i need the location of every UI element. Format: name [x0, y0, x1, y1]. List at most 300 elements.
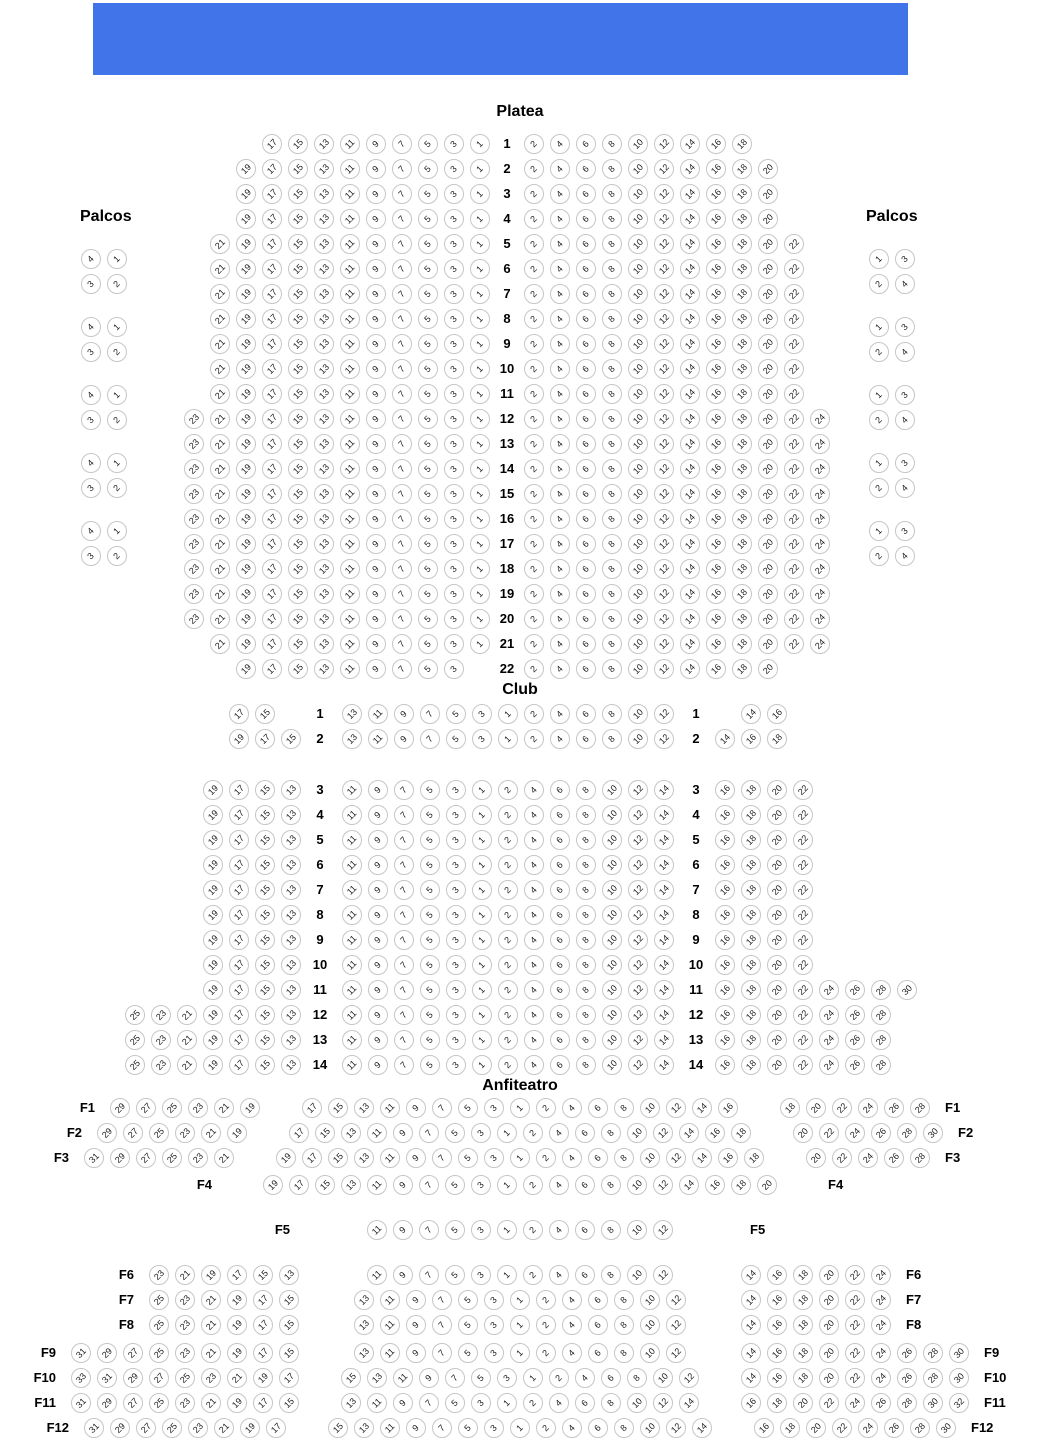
seat[interactable]	[392, 534, 412, 554]
seat[interactable]	[151, 1030, 171, 1050]
seat[interactable]	[923, 1393, 943, 1413]
seat[interactable]	[444, 459, 464, 479]
seat[interactable]	[392, 234, 412, 254]
seat[interactable]	[715, 1055, 735, 1075]
seat[interactable]	[767, 1290, 787, 1310]
seat[interactable]	[602, 334, 622, 354]
seat[interactable]	[524, 729, 544, 749]
seat[interactable]	[732, 459, 752, 479]
seat[interactable]	[229, 855, 249, 875]
seat[interactable]	[123, 1393, 143, 1413]
seat[interactable]	[227, 1343, 247, 1363]
seat[interactable]	[614, 1315, 634, 1335]
seat[interactable]	[110, 1418, 130, 1438]
seat[interactable]	[340, 284, 360, 304]
seat[interactable]	[758, 359, 778, 379]
seat[interactable]	[368, 980, 388, 1000]
seat[interactable]	[576, 930, 596, 950]
seat[interactable]	[869, 342, 889, 362]
seat[interactable]	[602, 384, 622, 404]
seat[interactable]	[706, 234, 726, 254]
seat[interactable]	[784, 559, 804, 579]
seat[interactable]	[601, 1368, 621, 1388]
seat[interactable]	[328, 1418, 348, 1438]
seat[interactable]	[741, 905, 761, 925]
seat[interactable]	[653, 1220, 673, 1240]
seat[interactable]	[718, 1148, 738, 1168]
seat[interactable]	[793, 1393, 813, 1413]
seat[interactable]	[444, 409, 464, 429]
seat[interactable]	[654, 434, 674, 454]
seat[interactable]	[680, 609, 700, 629]
seat[interactable]	[550, 309, 570, 329]
seat[interactable]	[706, 509, 726, 529]
seat[interactable]	[432, 1418, 452, 1438]
seat[interactable]	[810, 509, 830, 529]
seat[interactable]	[446, 880, 466, 900]
seat[interactable]	[342, 855, 362, 875]
seat[interactable]	[524, 134, 544, 154]
seat[interactable]	[151, 1005, 171, 1025]
seat[interactable]	[576, 729, 596, 749]
seat[interactable]	[731, 1175, 751, 1195]
seat[interactable]	[576, 955, 596, 975]
seat[interactable]	[444, 209, 464, 229]
seat[interactable]	[524, 359, 544, 379]
seat[interactable]	[229, 905, 249, 925]
seat[interactable]	[314, 459, 334, 479]
seat[interactable]	[366, 584, 386, 604]
seat[interactable]	[255, 930, 275, 950]
seat[interactable]	[393, 1368, 413, 1388]
seat[interactable]	[340, 259, 360, 279]
seat[interactable]	[368, 880, 388, 900]
seat[interactable]	[342, 729, 362, 749]
seat[interactable]	[602, 609, 622, 629]
seat[interactable]	[498, 930, 518, 950]
seat[interactable]	[793, 955, 813, 975]
seat[interactable]	[871, 1343, 891, 1363]
seat[interactable]	[484, 1343, 504, 1363]
seat[interactable]	[432, 1290, 452, 1310]
seat[interactable]	[588, 1343, 608, 1363]
seat[interactable]	[81, 342, 101, 362]
seat[interactable]	[680, 384, 700, 404]
seat[interactable]	[418, 659, 438, 679]
seat[interactable]	[895, 249, 915, 269]
seat[interactable]	[288, 334, 308, 354]
seat[interactable]	[253, 1393, 273, 1413]
seat[interactable]	[680, 584, 700, 604]
seat[interactable]	[628, 384, 648, 404]
seat[interactable]	[236, 309, 256, 329]
seat[interactable]	[392, 409, 412, 429]
seat[interactable]	[255, 1005, 275, 1025]
seat[interactable]	[229, 704, 249, 724]
seat[interactable]	[732, 559, 752, 579]
seat[interactable]	[288, 534, 308, 554]
seat[interactable]	[758, 159, 778, 179]
seat[interactable]	[576, 384, 596, 404]
seat[interactable]	[784, 459, 804, 479]
seat[interactable]	[536, 1315, 556, 1335]
seat[interactable]	[576, 1030, 596, 1050]
seat[interactable]	[288, 434, 308, 454]
seat[interactable]	[549, 1175, 569, 1195]
seat[interactable]	[458, 1418, 478, 1438]
seat[interactable]	[640, 1290, 660, 1310]
seat[interactable]	[680, 634, 700, 654]
seat[interactable]	[767, 1315, 787, 1335]
seat[interactable]	[227, 1123, 247, 1143]
seat[interactable]	[793, 830, 813, 850]
seat[interactable]	[314, 509, 334, 529]
seat[interactable]	[524, 905, 544, 925]
seat[interactable]	[602, 309, 622, 329]
seat[interactable]	[314, 134, 334, 154]
seat[interactable]	[810, 559, 830, 579]
seat[interactable]	[367, 1393, 387, 1413]
seat[interactable]	[819, 1343, 839, 1363]
seat[interactable]	[895, 453, 915, 473]
seat[interactable]	[393, 1123, 413, 1143]
seat[interactable]	[210, 234, 230, 254]
seat[interactable]	[366, 559, 386, 579]
seat[interactable]	[654, 880, 674, 900]
seat[interactable]	[418, 534, 438, 554]
seat[interactable]	[498, 980, 518, 1000]
seat[interactable]	[288, 184, 308, 204]
seat[interactable]	[366, 384, 386, 404]
seat[interactable]	[640, 1148, 660, 1168]
seat[interactable]	[340, 134, 360, 154]
seat[interactable]	[288, 409, 308, 429]
seat[interactable]	[510, 1315, 530, 1335]
seat[interactable]	[654, 780, 674, 800]
seat[interactable]	[432, 1098, 452, 1118]
seat[interactable]	[780, 1418, 800, 1438]
seat[interactable]	[394, 880, 414, 900]
seat[interactable]	[819, 1123, 839, 1143]
seat[interactable]	[784, 359, 804, 379]
seat[interactable]	[394, 805, 414, 825]
seat[interactable]	[81, 453, 101, 473]
seat[interactable]	[550, 830, 570, 850]
seat[interactable]	[201, 1315, 221, 1335]
seat[interactable]	[680, 659, 700, 679]
seat[interactable]	[162, 1418, 182, 1438]
seat[interactable]	[602, 1030, 622, 1050]
seat[interactable]	[81, 274, 101, 294]
seat[interactable]	[262, 509, 282, 529]
seat[interactable]	[550, 259, 570, 279]
seat[interactable]	[289, 1175, 309, 1195]
seat[interactable]	[418, 584, 438, 604]
seat[interactable]	[666, 1418, 686, 1438]
seat[interactable]	[576, 484, 596, 504]
seat[interactable]	[680, 334, 700, 354]
seat[interactable]	[510, 1343, 530, 1363]
seat[interactable]	[869, 410, 889, 430]
seat[interactable]	[229, 830, 249, 850]
seat[interactable]	[706, 159, 726, 179]
seat[interactable]	[406, 1418, 426, 1438]
seat[interactable]	[550, 905, 570, 925]
seat[interactable]	[575, 1175, 595, 1195]
seat[interactable]	[262, 659, 282, 679]
seat[interactable]	[203, 930, 223, 950]
seat[interactable]	[497, 1393, 517, 1413]
seat[interactable]	[524, 1030, 544, 1050]
seat[interactable]	[510, 1290, 530, 1310]
seat[interactable]	[741, 1005, 761, 1025]
seat[interactable]	[392, 484, 412, 504]
seat[interactable]	[253, 1368, 273, 1388]
seat[interactable]	[741, 1368, 761, 1388]
seat[interactable]	[366, 259, 386, 279]
seat[interactable]	[897, 1123, 917, 1143]
seat[interactable]	[472, 1055, 492, 1075]
seat[interactable]	[706, 284, 726, 304]
seat[interactable]	[314, 259, 334, 279]
seat[interactable]	[758, 309, 778, 329]
seat[interactable]	[184, 609, 204, 629]
seat[interactable]	[123, 1368, 143, 1388]
seat[interactable]	[550, 234, 570, 254]
seat[interactable]	[628, 284, 648, 304]
seat[interactable]	[342, 880, 362, 900]
seat[interactable]	[524, 1055, 544, 1075]
seat[interactable]	[949, 1343, 969, 1363]
seat[interactable]	[240, 1098, 260, 1118]
seat[interactable]	[680, 284, 700, 304]
seat[interactable]	[806, 1418, 826, 1438]
seat[interactable]	[214, 1148, 234, 1168]
seat[interactable]	[255, 1055, 275, 1075]
seat[interactable]	[472, 880, 492, 900]
seat[interactable]	[550, 484, 570, 504]
seat[interactable]	[793, 1265, 813, 1285]
seat[interactable]	[550, 509, 570, 529]
seat[interactable]	[288, 359, 308, 379]
seat[interactable]	[110, 1148, 130, 1168]
seat[interactable]	[793, 1123, 813, 1143]
seat[interactable]	[366, 634, 386, 654]
seat[interactable]	[470, 334, 490, 354]
seat[interactable]	[262, 459, 282, 479]
seat[interactable]	[666, 1290, 686, 1310]
seat[interactable]	[871, 1368, 891, 1388]
seat[interactable]	[602, 634, 622, 654]
seat[interactable]	[394, 704, 414, 724]
seat[interactable]	[550, 980, 570, 1000]
seat[interactable]	[576, 609, 596, 629]
seat[interactable]	[706, 309, 726, 329]
seat[interactable]	[602, 534, 622, 554]
seat[interactable]	[536, 1343, 556, 1363]
seat[interactable]	[367, 1265, 387, 1285]
seat[interactable]	[314, 334, 334, 354]
seat[interactable]	[236, 359, 256, 379]
seat[interactable]	[601, 1220, 621, 1240]
seat[interactable]	[236, 659, 256, 679]
seat[interactable]	[107, 274, 127, 294]
seat[interactable]	[288, 484, 308, 504]
seat[interactable]	[524, 334, 544, 354]
seat[interactable]	[806, 1148, 826, 1168]
seat[interactable]	[550, 955, 570, 975]
seat[interactable]	[628, 1030, 648, 1050]
seat[interactable]	[550, 409, 570, 429]
seat[interactable]	[175, 1265, 195, 1285]
seat[interactable]	[366, 359, 386, 379]
seat[interactable]	[314, 284, 334, 304]
seat[interactable]	[654, 209, 674, 229]
seat[interactable]	[227, 1393, 247, 1413]
seat[interactable]	[288, 159, 308, 179]
seat[interactable]	[366, 184, 386, 204]
seat[interactable]	[458, 1315, 478, 1335]
seat[interactable]	[680, 159, 700, 179]
seat[interactable]	[628, 880, 648, 900]
seat[interactable]	[524, 634, 544, 654]
seat[interactable]	[498, 1055, 518, 1075]
seat[interactable]	[236, 209, 256, 229]
seat[interactable]	[562, 1343, 582, 1363]
seat[interactable]	[576, 184, 596, 204]
seat[interactable]	[340, 409, 360, 429]
seat[interactable]	[392, 134, 412, 154]
seat[interactable]	[366, 409, 386, 429]
seat[interactable]	[758, 534, 778, 554]
seat[interactable]	[897, 980, 917, 1000]
seat[interactable]	[210, 634, 230, 654]
seat[interactable]	[418, 559, 438, 579]
seat[interactable]	[314, 234, 334, 254]
seat[interactable]	[340, 659, 360, 679]
seat[interactable]	[392, 284, 412, 304]
seat[interactable]	[575, 1393, 595, 1413]
seat[interactable]	[602, 1005, 622, 1025]
seat[interactable]	[744, 1148, 764, 1168]
seat[interactable]	[368, 830, 388, 850]
seat[interactable]	[858, 1418, 878, 1438]
seat[interactable]	[758, 334, 778, 354]
seat[interactable]	[420, 855, 440, 875]
seat[interactable]	[819, 1368, 839, 1388]
seat[interactable]	[366, 434, 386, 454]
seat[interactable]	[576, 634, 596, 654]
seat[interactable]	[576, 1005, 596, 1025]
seat[interactable]	[279, 1393, 299, 1413]
seat[interactable]	[680, 509, 700, 529]
seat[interactable]	[342, 955, 362, 975]
seat[interactable]	[203, 980, 223, 1000]
seat[interactable]	[524, 855, 544, 875]
seat[interactable]	[314, 159, 334, 179]
seat[interactable]	[262, 334, 282, 354]
seat[interactable]	[692, 1418, 712, 1438]
seat[interactable]	[784, 509, 804, 529]
seat[interactable]	[288, 259, 308, 279]
seat[interactable]	[706, 359, 726, 379]
seat[interactable]	[550, 805, 570, 825]
seat[interactable]	[354, 1343, 374, 1363]
seat[interactable]	[470, 309, 490, 329]
seat[interactable]	[601, 1265, 621, 1285]
seat[interactable]	[793, 780, 813, 800]
seat[interactable]	[845, 1030, 865, 1050]
seat[interactable]	[470, 509, 490, 529]
seat[interactable]	[418, 134, 438, 154]
seat[interactable]	[628, 484, 648, 504]
seat[interactable]	[715, 905, 735, 925]
seat[interactable]	[576, 234, 596, 254]
seat[interactable]	[653, 1175, 673, 1195]
seat[interactable]	[640, 1418, 660, 1438]
seat[interactable]	[366, 459, 386, 479]
seat[interactable]	[340, 234, 360, 254]
seat[interactable]	[869, 521, 889, 541]
seat[interactable]	[910, 1148, 930, 1168]
seat[interactable]	[550, 659, 570, 679]
seat[interactable]	[107, 385, 127, 405]
seat[interactable]	[869, 274, 889, 294]
seat[interactable]	[628, 659, 648, 679]
seat[interactable]	[706, 609, 726, 629]
seat[interactable]	[392, 609, 412, 629]
seat[interactable]	[562, 1098, 582, 1118]
seat[interactable]	[203, 830, 223, 850]
seat[interactable]	[184, 534, 204, 554]
seat[interactable]	[654, 729, 674, 749]
seat[interactable]	[210, 409, 230, 429]
seat[interactable]	[602, 805, 622, 825]
seat[interactable]	[420, 805, 440, 825]
seat[interactable]	[253, 1265, 273, 1285]
seat[interactable]	[262, 184, 282, 204]
seat[interactable]	[602, 209, 622, 229]
seat[interactable]	[368, 704, 388, 724]
seat[interactable]	[288, 459, 308, 479]
seat[interactable]	[472, 805, 492, 825]
seat[interactable]	[445, 1368, 465, 1388]
seat[interactable]	[281, 1030, 301, 1050]
seat[interactable]	[418, 234, 438, 254]
seat[interactable]	[227, 1290, 247, 1310]
seat[interactable]	[472, 704, 492, 724]
seat[interactable]	[793, 1343, 813, 1363]
seat[interactable]	[314, 609, 334, 629]
seat[interactable]	[255, 980, 275, 1000]
seat[interactable]	[340, 609, 360, 629]
seat[interactable]	[692, 1148, 712, 1168]
seat[interactable]	[680, 184, 700, 204]
seat[interactable]	[536, 1098, 556, 1118]
seat[interactable]	[654, 159, 674, 179]
seat[interactable]	[253, 1290, 273, 1310]
seat[interactable]	[136, 1098, 156, 1118]
seat[interactable]	[897, 1393, 917, 1413]
seat[interactable]	[444, 384, 464, 404]
seat[interactable]	[470, 359, 490, 379]
seat[interactable]	[281, 855, 301, 875]
seat[interactable]	[394, 980, 414, 1000]
seat[interactable]	[229, 805, 249, 825]
seat[interactable]	[732, 584, 752, 604]
seat[interactable]	[419, 1123, 439, 1143]
seat[interactable]	[871, 1393, 891, 1413]
